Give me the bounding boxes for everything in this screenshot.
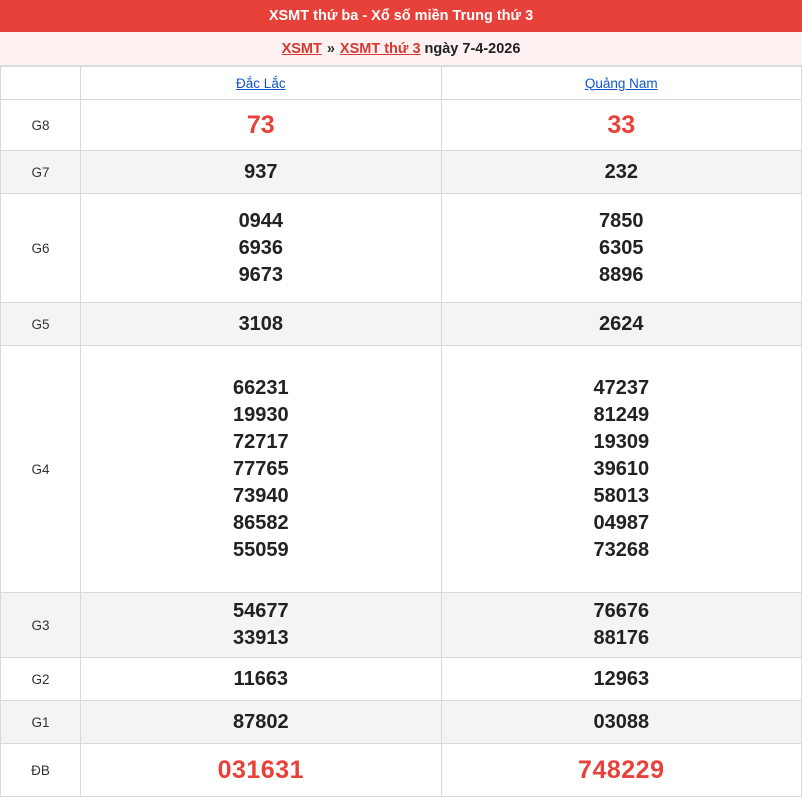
prize-number: 3108 bbox=[238, 312, 284, 335]
breadcrumb-link-xsmt[interactable]: XSMT bbox=[281, 40, 322, 57]
number-stack bbox=[443, 208, 800, 289]
prize-number: 58013 bbox=[593, 484, 650, 507]
prize-number: 03088 bbox=[593, 710, 650, 733]
prize-values-dak-lak bbox=[81, 658, 441, 701]
prize-number: 81249 bbox=[593, 403, 650, 426]
page-title: XSMT thứ ba - Xổ số miền Trung thứ 3 bbox=[268, 8, 534, 24]
prize-number: 6305 bbox=[599, 236, 644, 259]
prize-number: 19930 bbox=[233, 403, 289, 426]
number-stack bbox=[443, 666, 800, 693]
column-header-dak-lak bbox=[81, 67, 441, 100]
number-stack bbox=[443, 108, 800, 142]
prize-number: 33913 bbox=[233, 627, 289, 649]
table-row bbox=[1, 346, 802, 593]
prize-number: 87802 bbox=[233, 710, 289, 733]
prize-number: 11663 bbox=[233, 667, 289, 690]
prize-number: 88176 bbox=[593, 627, 650, 649]
table-body bbox=[1, 100, 802, 797]
breadcrumb bbox=[0, 32, 802, 66]
table-row bbox=[1, 701, 802, 744]
number-stack bbox=[82, 666, 439, 693]
breadcrumb-separator: » bbox=[326, 40, 335, 57]
prize-number: 12963 bbox=[593, 667, 650, 690]
number-stack bbox=[82, 753, 439, 787]
prize-number: 6936 bbox=[238, 236, 284, 259]
prize-number: 47237 bbox=[593, 376, 650, 399]
prize-number: 937 bbox=[244, 160, 278, 183]
prize-number: 39610 bbox=[593, 457, 650, 480]
prize-number: 0944 bbox=[238, 209, 284, 232]
number-stack bbox=[82, 709, 439, 736]
prize-values-quang-nam bbox=[441, 303, 801, 346]
number-stack bbox=[443, 311, 800, 338]
prize-number: 19309 bbox=[593, 430, 650, 453]
table-row bbox=[1, 151, 802, 194]
table-header bbox=[1, 67, 802, 100]
prize-label: ĐB bbox=[1, 744, 81, 797]
prize-values-quang-nam bbox=[441, 744, 801, 797]
prize-values-quang-nam bbox=[441, 100, 801, 151]
table-row bbox=[1, 194, 802, 303]
prize-number: 7850 bbox=[599, 209, 644, 232]
number-stack bbox=[443, 598, 800, 652]
prize-number: 73268 bbox=[593, 538, 650, 561]
prize-values-quang-nam bbox=[441, 346, 801, 593]
number-stack bbox=[443, 753, 800, 787]
prize-number: 55059 bbox=[233, 538, 289, 561]
table-row bbox=[1, 658, 802, 701]
lottery-results-table bbox=[0, 66, 802, 797]
number-stack bbox=[82, 311, 439, 338]
prize-number: 77765 bbox=[233, 457, 289, 480]
prize-number: 2624 bbox=[599, 312, 644, 335]
prize-number: 748229 bbox=[578, 756, 665, 784]
prize-values-quang-nam bbox=[441, 701, 801, 744]
table-row bbox=[1, 303, 802, 346]
province-link-dak-lak[interactable]: Đắc Lắc bbox=[236, 75, 286, 91]
prize-values-dak-lak bbox=[81, 151, 441, 194]
number-stack bbox=[82, 108, 439, 142]
breadcrumb-date: ngày 7-4-2026 bbox=[424, 40, 521, 57]
prize-values-dak-lak bbox=[81, 194, 441, 303]
table-row bbox=[1, 100, 802, 151]
prize-number: 73 bbox=[246, 111, 275, 139]
table-row bbox=[1, 593, 802, 658]
prize-number: 86582 bbox=[233, 511, 289, 534]
prize-number: 232 bbox=[604, 160, 638, 183]
prize-number: 8896 bbox=[599, 263, 644, 286]
table-row bbox=[1, 744, 802, 797]
number-stack bbox=[443, 709, 800, 736]
table-header-row bbox=[1, 67, 802, 100]
column-header-prize bbox=[1, 67, 81, 100]
number-stack bbox=[82, 375, 439, 564]
number-stack bbox=[82, 598, 439, 652]
prize-number: 54677 bbox=[233, 600, 289, 622]
number-stack bbox=[443, 159, 800, 186]
prize-label: G8 bbox=[1, 100, 81, 151]
prize-values-dak-lak bbox=[81, 100, 441, 151]
prize-number: 33 bbox=[607, 111, 636, 139]
prize-number: 66231 bbox=[233, 376, 289, 399]
page-title-bar bbox=[0, 0, 802, 32]
prize-values-quang-nam bbox=[441, 658, 801, 701]
number-stack bbox=[82, 208, 439, 289]
number-stack bbox=[82, 159, 439, 186]
prize-values-quang-nam bbox=[441, 151, 801, 194]
prize-label: G4 bbox=[1, 346, 81, 593]
prize-label: G3 bbox=[1, 593, 81, 658]
prize-label: G6 bbox=[1, 194, 81, 303]
prize-number: 9673 bbox=[238, 263, 284, 286]
prize-number: 72717 bbox=[233, 430, 289, 453]
prize-values-dak-lak bbox=[81, 744, 441, 797]
prize-values-quang-nam bbox=[441, 593, 801, 658]
number-stack bbox=[443, 375, 800, 564]
prize-label: G5 bbox=[1, 303, 81, 346]
prize-number: 04987 bbox=[593, 511, 650, 534]
column-header-quang-nam bbox=[441, 67, 801, 100]
prize-label: G2 bbox=[1, 658, 81, 701]
prize-number: 76676 bbox=[593, 600, 650, 622]
prize-label: G1 bbox=[1, 701, 81, 744]
prize-values-dak-lak bbox=[81, 303, 441, 346]
prize-values-quang-nam bbox=[441, 194, 801, 303]
prize-values-dak-lak bbox=[81, 593, 441, 658]
prize-values-dak-lak bbox=[81, 346, 441, 593]
prize-values-dak-lak bbox=[81, 701, 441, 744]
province-link-quang-nam[interactable]: Quảng Nam bbox=[584, 75, 658, 91]
prize-label: G7 bbox=[1, 151, 81, 194]
prize-number: 73940 bbox=[233, 484, 289, 507]
breadcrumb-link-current[interactable]: XSMT thứ 3 bbox=[339, 40, 421, 57]
prize-number: 031631 bbox=[217, 756, 305, 784]
